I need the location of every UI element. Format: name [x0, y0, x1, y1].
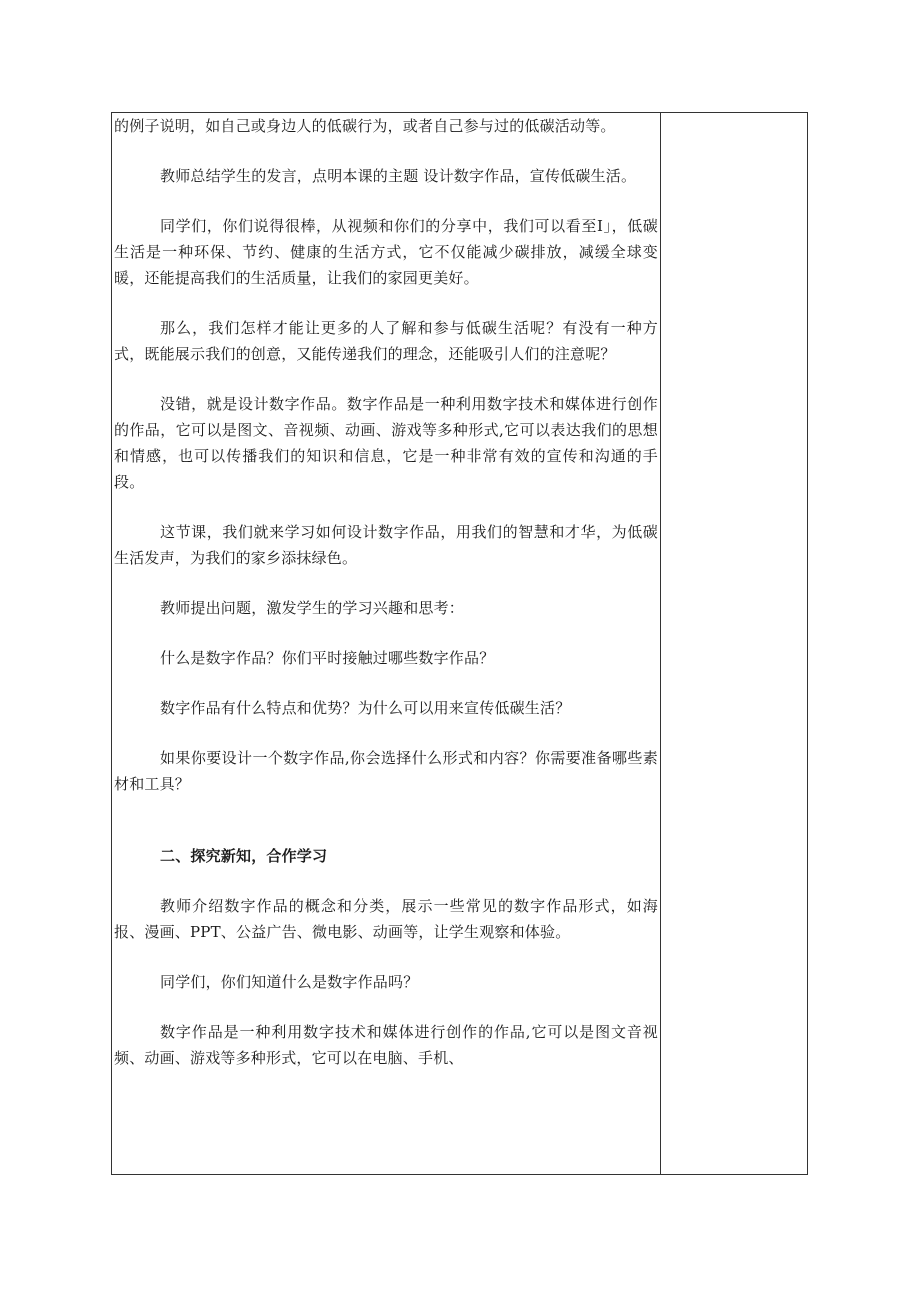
- notes-cell: [661, 113, 807, 1174]
- paragraph-teacher-introduces: 教师介绍数字作品的概念和分类，展示一些常见的数字作品形式，如海报、漫画、PPT、公益广告、微电影、动画等，让学生观察和体验。: [114, 897, 658, 941]
- paragraph-lesson-goal: 这节课，我们就来学习如何设计数字作品，用我们的智慧和才华，为低碳生活发声，为我们的家乡添抹绿色。: [114, 523, 658, 567]
- paragraph-examples: 的例子说明，如自己或身边人的低碳行为，或者自己参与过的低碳活动等。: [114, 117, 616, 135]
- question-item-2: 数字作品有什么特点和优势？为什么可以用来宣传低碳生活？: [160, 699, 571, 717]
- paragraph-question-how: 那么，我们怎样才能让更多的人了解和参与低碳生活呢？有没有一种方式，既能展示我们的创意，又能传递我们的理念，还能吸引人们的注意呢？: [114, 319, 658, 363]
- paragraph-teacher-questions: 教师提出问题，激发学生的学习兴趣和思考：: [160, 599, 465, 617]
- paragraph-teacher-summary: 教师总结学生的发言，点明本课的主题 设计数字作品，宣传低碳生活。: [160, 167, 637, 185]
- paragraph-digital-work-intro: 没错，就是设计数字作品。数字作品是一种利用数字技术和媒体进行创作的作品，它可以是图文、音视频、动画、游戏等多种形式,它可以表达我们的思想和情感，也可以传播我们的知识和信息，它是一种非常有效的宣传和沟通的手段。: [114, 395, 658, 491]
- paragraph-digital-work-definition: 数字作品是一种利用数字技术和媒体进行创作的作品,它可以是图文音视频、动画、游戏等多种形式，它可以在电脑、手机、: [114, 1023, 658, 1067]
- section-heading: 二、探究新知，合作学习: [160, 847, 328, 865]
- paragraph-ask-students: 同学们，你们知道什么是数字作品吗？: [160, 973, 419, 991]
- question-item-1: 什么是数字作品？你们平时接触过哪些数字作品？: [160, 649, 495, 667]
- paragraph-low-carbon-meaning: 同学们，你们说得很棒，从视频和你们的分享中，我们可以看至I」，低碳生活是一种环保、节约、健康的生活方式，它不仅能减少碳排放，减缓全球变暖，还能提高我们的生活质量，让我们的家园更美好。: [114, 217, 658, 287]
- question-item-3: 如果你要设计一个数字作品,你会选择什么形式和内容？你需要准备哪些素材和工具？: [114, 749, 658, 793]
- lesson-content-cell: [114, 113, 658, 1071]
